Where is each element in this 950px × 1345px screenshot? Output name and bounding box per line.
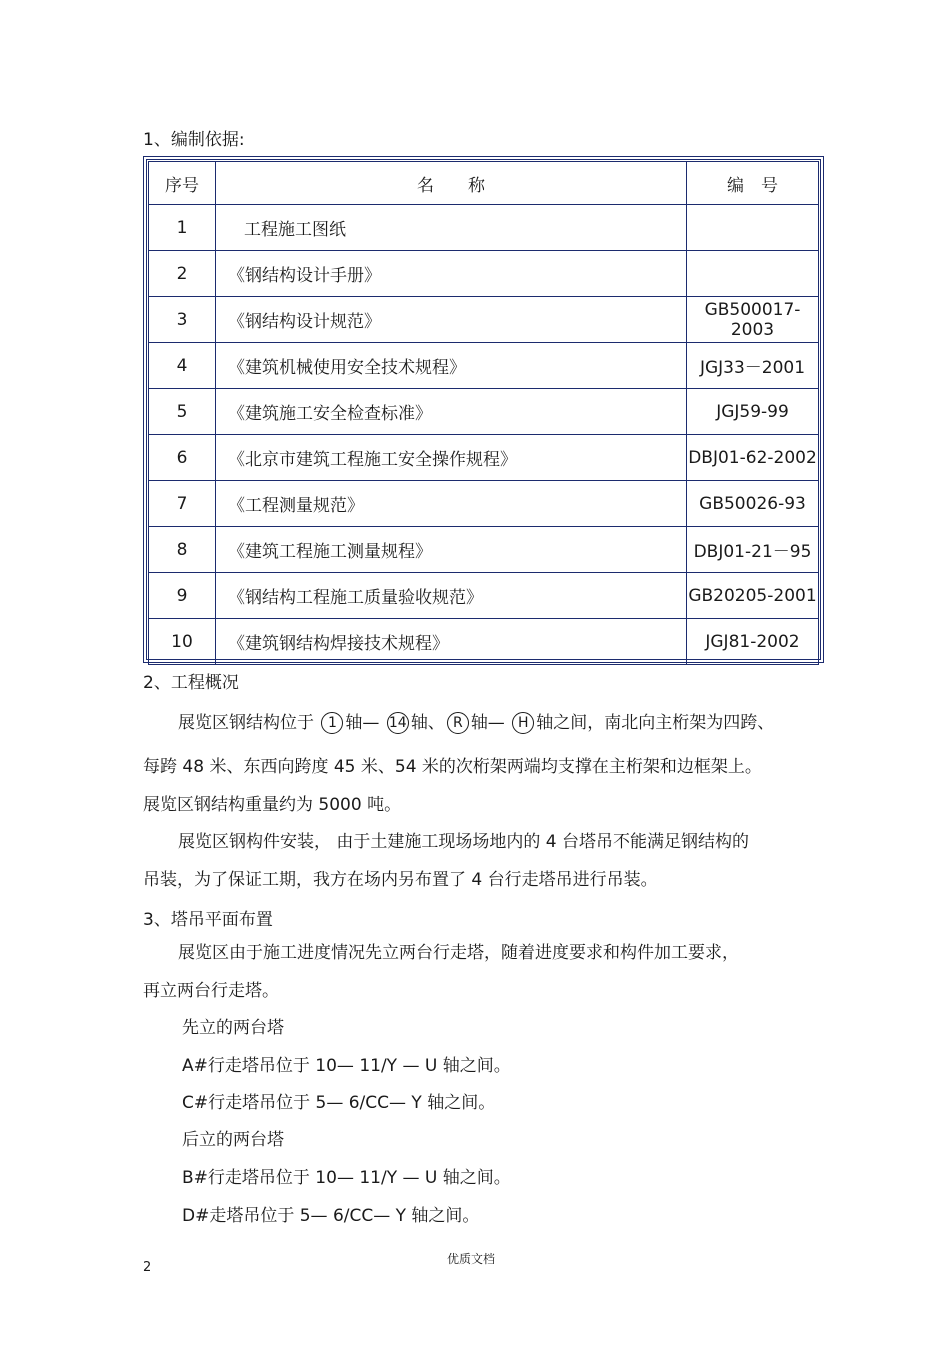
overview-text: 轴之间，南北向主桁架为四跨、 [536, 713, 775, 733]
row-code: DBJ01-62-2002 [687, 435, 819, 481]
table-row [149, 205, 819, 251]
row-seq: 6 [149, 435, 216, 481]
installation-paragraph-line2: 吊装，为了保证工期，我方在场内另布置了 4 台行走塔吊进行吊装。 [143, 870, 658, 890]
row-code: JGJ81-2002 [687, 619, 819, 665]
overview-text: 轴— [345, 713, 380, 733]
row-code [687, 205, 819, 251]
row-name: 《工程测量规范》 [216, 481, 687, 527]
row-code [687, 251, 819, 297]
row-seq: 1 [149, 205, 216, 251]
overview-text: 轴、 [410, 713, 445, 733]
table-row [149, 527, 819, 573]
standards-table [143, 156, 824, 663]
axis-label-circle: 14 [387, 712, 409, 734]
axis-label-circle: R [447, 712, 469, 734]
table-row [149, 389, 819, 435]
table-row [149, 251, 819, 297]
row-code: GB500017-2003 [687, 297, 819, 343]
crane-a-position: A#行走塔吊位于 10— 11/Y — U 轴之间。 [182, 1056, 511, 1076]
table-row [149, 297, 819, 343]
header-seq: 序号 [149, 162, 216, 205]
axis-label-circle: H [512, 712, 534, 734]
row-name: 《建筑钢结构焊接技术规程》 [216, 619, 687, 665]
row-code: DBJ01-21－95 [687, 527, 819, 573]
section-3-title: 3、塔吊平面布置 [143, 910, 273, 930]
table-header-row [149, 162, 819, 205]
row-seq: 2 [149, 251, 216, 297]
row-seq: 3 [149, 297, 216, 343]
layout-paragraph-line2: 再立两台行走塔。 [143, 981, 279, 1001]
first-cranes-title: 先立的两台塔 [182, 1018, 284, 1038]
section-1-title: 1、编制依据: [143, 130, 245, 150]
crane-c-position: C#行走塔吊位于 5— 6/CC— Y 轴之间。 [182, 1093, 496, 1113]
row-name: 《北京市建筑工程施工安全操作规程》 [216, 435, 687, 481]
row-seq: 8 [149, 527, 216, 573]
row-seq: 7 [149, 481, 216, 527]
row-name: 《钢结构工程施工质量验收规范》 [216, 573, 687, 619]
row-name: 《建筑施工安全检查标准》 [216, 389, 687, 435]
row-seq: 10 [149, 619, 216, 665]
footer-text: 优质文档 [447, 1252, 496, 1266]
page-number: 2 [143, 1260, 152, 1275]
overview-paragraph-line2: 每跨 48 米、东西向跨度 45 米、54 米的次桁架两端均支撑在主桁架和边框架上。 [143, 757, 762, 777]
row-name: 《建筑机械使用安全技术规程》 [216, 343, 687, 389]
installation-paragraph-line1: 展览区钢构件安装， 由于土建施工现场场地内的 4 台塔吊不能满足钢结构的 [178, 832, 750, 852]
axis-label-circle: 1 [321, 712, 343, 734]
table-row [149, 435, 819, 481]
header-name: 名 称 [216, 162, 687, 205]
overview-paragraph-line3: 展览区钢结构重量约为 5000 吨。 [143, 795, 402, 815]
row-code: GB50026-93 [687, 481, 819, 527]
row-seq: 5 [149, 389, 216, 435]
row-code: JGJ33－2001 [687, 343, 819, 389]
row-name: 《建筑工程施工测量规程》 [216, 527, 687, 573]
row-name: 《钢结构设计规范》 [216, 297, 687, 343]
row-name: 工程施工图纸 [216, 205, 687, 251]
table-row [149, 481, 819, 527]
row-code: JGJ59-99 [687, 389, 819, 435]
layout-paragraph-line1: 展览区由于施工进度情况先立两台行走塔，随着进度要求和构件加工要求， [178, 943, 739, 963]
row-seq: 4 [149, 343, 216, 389]
row-seq: 9 [149, 573, 216, 619]
overview-text: 展览区钢结构位于 [178, 713, 314, 733]
later-cranes-title: 后立的两台塔 [182, 1130, 284, 1150]
table-row [149, 619, 819, 665]
overview-paragraph-line1 [178, 712, 774, 734]
table-row [149, 343, 819, 389]
header-code: 编 号 [687, 162, 819, 205]
crane-b-position: B#行走塔吊位于 10— 11/Y — U 轴之间。 [182, 1168, 511, 1188]
table-row [149, 573, 819, 619]
crane-d-position: D#走塔吊位于 5— 6/CC— Y 轴之间。 [182, 1206, 480, 1226]
section-2-title: 2、工程概况 [143, 673, 239, 693]
row-name: 《钢结构设计手册》 [216, 251, 687, 297]
row-code: GB20205-2001 [687, 573, 819, 619]
overview-text: 轴— [470, 713, 505, 733]
